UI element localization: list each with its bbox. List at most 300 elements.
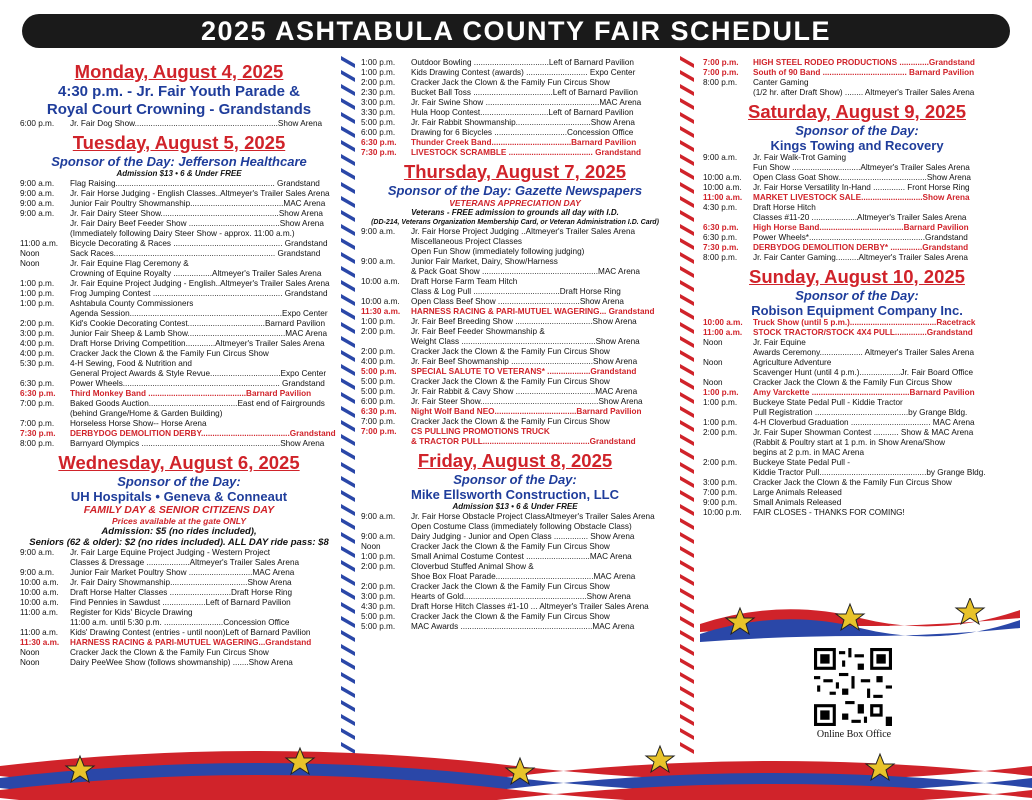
event-time: 3:30 p.m. <box>361 108 396 117</box>
schedule-row <box>703 193 1011 203</box>
event-time: 8:00 p.m. <box>703 78 738 87</box>
schedule-row <box>703 478 1011 488</box>
schedule-row <box>20 289 338 299</box>
schedule-row <box>20 349 338 359</box>
event-description: & Pack Goat Show ...................................................MAC Arena <box>411 267 640 276</box>
price-note: VETERANS APPRECIATION DAY <box>449 198 581 208</box>
special-day-label: FAMILY DAY & SENIOR CITIZENS DAY <box>83 504 275 516</box>
schedule-row <box>703 348 1011 358</box>
event-description: Agriculture Adventure <box>753 358 832 367</box>
schedule-row <box>361 327 669 337</box>
event-description: Junior Fair Market, Dairy, Show/Harness <box>411 257 558 266</box>
schedule-row <box>703 78 1011 88</box>
event-description: FAIR CLOSES - THANKS FOR COMING! <box>753 508 905 517</box>
schedule-row <box>20 369 338 379</box>
schedule-row <box>361 78 669 88</box>
event-description: Baked Goods Auction.......................................East end of Fairgrounds <box>70 399 325 408</box>
event-time: 7:00 p.m. <box>703 68 739 77</box>
event-description: Cracker Jack the Clown & the Family Fun Circus Show <box>753 378 952 387</box>
schedule-row <box>20 259 338 269</box>
event-time: 4:30 p.m. <box>703 203 738 212</box>
star-icon <box>956 598 984 624</box>
event-description: Kids Drawing Contest (awards) ........................... Expo Center <box>411 68 636 77</box>
event-description: Class & Log Pull ......................................Draft Horse Ring <box>411 287 621 296</box>
event-description: Thunder Creek Band...................................Barnard Pavilion <box>411 138 637 147</box>
schedule-row <box>361 407 669 417</box>
event-description: & TRACTOR PULL...............................................Grandstand <box>411 437 636 446</box>
schedule-row <box>703 153 1011 163</box>
event-description: Cracker Jack the Clown & the Family Fun Circus Show <box>411 582 610 591</box>
event-description: Draft Horse Halter Classes ...........................Draft Horse Ring <box>70 588 293 597</box>
event-description: Cloverbud Stuffed Animal Show & <box>411 562 534 571</box>
event-description: Open Class Beef Show ....................................Show Arena <box>411 297 624 306</box>
schedule-row <box>361 118 669 128</box>
event-description: Bucket Ball Toss ...................................Left of Barnard Pavilion <box>411 88 638 97</box>
day-heading: Wednesday, August 6, 2025 <box>58 452 300 473</box>
event-description: 4-H Cloverbud Graduation ................................... MAC Arena <box>753 418 975 427</box>
event-description: Junior Fair Market Poultry Show ............................MAC Arena <box>70 568 295 577</box>
event-description: Draft Horse Farm Team Hitch <box>411 277 518 286</box>
event-description: Kid's Cookie Decorating Contest..................................Barnard Pavilion <box>70 319 326 328</box>
event-time: 9:00 a.m. <box>361 532 396 541</box>
schedule-row <box>703 468 1011 478</box>
event-time: 6:30 p.m. <box>20 389 56 398</box>
event-description: HARNESS RACING & PARI-MUTUEL WAGERING...Grandstand <box>70 638 312 647</box>
schedule-row <box>20 199 338 209</box>
admission-note: Seniors (62 & older): $2 (no rides included). ALL DAY ride pass: $8 <box>29 537 329 548</box>
event-time: 10:00 a.m. <box>20 578 59 587</box>
event-description: Jr. Fair Beef Showmanship ....................................Show Arena <box>411 357 638 366</box>
schedule-row <box>20 409 338 419</box>
event-time: 6:30 p.m. <box>20 379 55 388</box>
schedule-row <box>361 592 669 602</box>
schedule-row <box>361 437 669 447</box>
schedule-row <box>20 558 338 568</box>
admission-note: Admission $13 • 6 & Under FREE <box>452 502 578 511</box>
event-description: Scavenger Hunt (until 4 p.m.)..................Jr. Fair Board Office <box>753 368 974 377</box>
event-description: Cracker Jack the Clown & the Family Fun Circus Show <box>70 648 269 657</box>
schedule-row <box>20 279 338 289</box>
schedule-row <box>20 568 338 578</box>
schedule-row <box>703 243 1011 253</box>
event-description: Power Wheels*...................................................Grandstand <box>753 233 968 242</box>
event-time: 1:00 p.m. <box>703 398 738 407</box>
event-time: 9:00 a.m. <box>20 179 55 188</box>
event-description: Bicycle Decorating & Races ................................................ Grandstand <box>70 239 328 248</box>
event-description: 4-H Sewing, Food & Nutrition and <box>70 359 192 368</box>
event-time: 7:00 p.m. <box>361 427 397 436</box>
schedule-row <box>20 389 338 399</box>
event-time: 9:00 a.m. <box>20 209 55 218</box>
event-time: 5:00 p.m. <box>361 367 397 376</box>
event-description: Classes #11-20 ....................Altmeyer's Trailer Sales Arena <box>753 213 967 222</box>
event-time: 3:00 p.m. <box>703 478 738 487</box>
schedule-row <box>361 68 669 78</box>
schedule-row <box>703 418 1011 428</box>
event-time: 6:30 p.m. <box>361 407 397 416</box>
event-description: Jr. Fair Equine <box>753 338 806 347</box>
schedule-row <box>20 399 338 409</box>
schedule-row <box>20 179 338 189</box>
schedule-row <box>20 588 338 598</box>
event-time: 10:00 a.m. <box>20 598 59 607</box>
event-description: Jr. Fair Dairy Steer Show....................................................Show Arena <box>70 209 323 218</box>
event-description: Jr. Fair Walk-Trot Gaming <box>753 153 847 162</box>
event-description: Pull Registration .........................................by Grange Bldg. <box>753 408 968 417</box>
event-description: Hearts of Gold......................................................Show Arena <box>411 592 631 601</box>
event-time: 4:30 p.m. <box>361 602 396 611</box>
event-description: Cracker Jack the Clown & the Family Fun Circus Show <box>411 78 610 87</box>
schedule-row <box>361 138 669 148</box>
schedule-row <box>703 508 1011 518</box>
schedule-row <box>20 359 338 369</box>
event-description: Jr. Fair Large Equine Project Judging - Western Project <box>70 548 271 557</box>
schedule-row <box>20 648 338 658</box>
event-highlight: 4:30 p.m. - Jr. Fair Youth Parade & <box>57 83 301 100</box>
event-time: 3:00 p.m. <box>20 329 55 338</box>
schedule-row <box>361 108 669 118</box>
schedule-row <box>361 88 669 98</box>
event-description: STOCK TRACTOR/STOCK 4X4 PULL..............Grandstand <box>753 328 973 337</box>
schedule-row <box>703 388 1011 398</box>
event-time: 10:00 a.m. <box>703 183 742 192</box>
event-time: 4:00 p.m. <box>361 357 396 366</box>
schedule-row <box>703 68 1011 78</box>
event-description: Jr. Fair Rabbit Showmanship.................................Show Arena <box>411 118 635 127</box>
event-description: Small Animals Released <box>753 498 842 507</box>
event-description: Jr. Fair Horse Obstacle Project ClassAltmeyer's Trailer Sales Arena <box>411 512 655 521</box>
event-description: Jr. Fair Beef Feeder Showmanship & <box>411 327 545 336</box>
schedule-row <box>361 357 669 367</box>
event-time: 6:30 p.m. <box>703 223 739 232</box>
event-description: DERBYDOG DEMOLITION DERBY* ..............Grandstand <box>753 243 969 252</box>
event-description: Cracker Jack the Clown & the Family Fun Circus Show <box>70 349 269 358</box>
schedule-row <box>703 398 1011 408</box>
event-time: Noon <box>361 542 381 551</box>
schedule-row <box>703 458 1011 468</box>
schedule-row <box>20 429 338 439</box>
event-description: Sack Races....................................................................... Grandstand <box>70 249 321 258</box>
admission-note: Admission $13 • 6 & Under FREE <box>116 169 242 178</box>
event-time: 2:00 p.m. <box>361 327 396 336</box>
event-description: (1/2 hr. after Draft Show) ........ Altmeyer's Trailer Sales Arena <box>753 88 975 97</box>
sponsor-label: Sponsor of the Day: <box>795 123 919 138</box>
event-description: Open Class Goat Show.......................................Show Arena <box>753 173 971 182</box>
schedule-row <box>703 408 1011 418</box>
schedule-row <box>361 237 669 247</box>
schedule-row <box>361 347 669 357</box>
event-time: 9:00 a.m. <box>20 568 55 577</box>
event-description: (Immediately following Dairy Steer Show - approx. 11:00 a.m.) <box>70 229 295 238</box>
event-time: 9:00 a.m. <box>20 199 55 208</box>
schedule-column-2 <box>361 58 669 632</box>
event-description: General Project Awards & Style Revue...............................Expo Center <box>70 369 327 378</box>
schedule-row <box>20 119 338 129</box>
event-description: Draft Horse Driving Competition.............Altmeyer's Trailer Sales Arena <box>70 339 325 348</box>
event-description: (behind Grange/Home & Garden Building) <box>70 409 223 418</box>
event-time: 8:00 p.m. <box>20 439 55 448</box>
schedule-row <box>703 88 1011 98</box>
schedule-row <box>703 358 1011 368</box>
schedule-row <box>361 397 669 407</box>
event-time: 7:30 p.m. <box>361 148 397 157</box>
event-time: 2:00 p.m. <box>20 319 55 328</box>
schedule-row <box>361 532 669 542</box>
event-time: 9:00 a.m. <box>361 227 396 236</box>
schedule-row <box>361 562 669 572</box>
sponsor-name: Mike Ellsworth Construction, LLC <box>410 487 619 502</box>
schedule-row <box>703 203 1011 213</box>
event-description: MARKET LIVESTOCK SALE...........................Show Arena <box>753 193 970 202</box>
event-description: MAC Awards ..........................................................MAC Arena <box>411 622 635 631</box>
schedule-row <box>361 367 669 377</box>
event-description: Draft Horse Hitch <box>753 203 816 212</box>
event-description: Fun Show ..............................Altmeyer's Trailer Sales Arena <box>753 163 970 172</box>
schedule-row <box>20 299 338 309</box>
event-time: 7:30 p.m. <box>703 243 739 252</box>
event-time: Noon <box>703 338 723 347</box>
schedule-row <box>703 438 1011 448</box>
event-time: 11:00 a.m. <box>703 328 743 337</box>
schedule-row <box>361 377 669 387</box>
event-time: 11:30 a.m. <box>361 307 401 316</box>
event-description: Jr. Fair Swine Show ..................................................MAC Arena <box>411 98 642 107</box>
event-description: Jr. Fair Rabbit & Cavy Show ...................................MAC Arena <box>411 387 638 396</box>
schedule-row <box>20 229 338 239</box>
flag-ribbon-right <box>700 598 1020 646</box>
event-time: 5:30 p.m. <box>20 359 55 368</box>
sponsor-label: Sponsor of the Day: <box>453 472 577 487</box>
day-heading: Friday, August 8, 2025 <box>417 450 613 471</box>
schedule-row <box>361 552 669 562</box>
schedule-row <box>361 522 669 532</box>
event-time: Noon <box>703 358 723 367</box>
schedule-row <box>20 618 338 628</box>
event-time: 11:00 a.m. <box>20 239 59 248</box>
event-time: 3:00 p.m. <box>361 592 396 601</box>
qr-code[interactable] <box>814 648 892 726</box>
event-description: Register for Kids' Bicycle Drawing <box>70 608 193 617</box>
event-description: Night Wolf Band NEO....................................Barnard Pavilion <box>411 407 642 416</box>
schedule-column-3 <box>703 58 1011 518</box>
event-time: 10:00 a.m. <box>361 277 400 286</box>
schedule-row <box>703 328 1011 338</box>
schedule-row <box>361 542 669 552</box>
event-time: 8:00 p.m. <box>703 253 738 262</box>
event-time: 2:00 p.m. <box>361 78 396 87</box>
schedule-row <box>703 428 1011 438</box>
event-description: Jr. Fair Dairy Beef Feeder Show ........................................Show Arena <box>70 219 324 228</box>
event-description: Truck Show (until 5 p.m.)......................................Racetrack <box>753 318 976 327</box>
schedule-row <box>20 598 338 608</box>
schedule-row <box>361 128 669 138</box>
event-description: Jr. Fair Equine Flag Ceremony & <box>70 259 189 268</box>
sponsor-label: Sponsor of the Day: Gazette Newspapers <box>387 183 643 198</box>
sponsor-label: Sponsor of the Day: <box>795 288 919 303</box>
day-heading: Thursday, August 7, 2025 <box>403 161 627 182</box>
event-time: 10:00 p.m. <box>703 508 742 517</box>
event-time: Noon <box>20 259 40 268</box>
flag-ribbon-bottom <box>0 736 1032 800</box>
schedule-row <box>20 219 338 229</box>
schedule-row <box>703 163 1011 173</box>
schedule-column-1 <box>20 58 338 668</box>
event-time: 7:00 p.m. <box>361 417 396 426</box>
event-time: Noon <box>703 378 723 387</box>
event-time: 3:00 p.m. <box>361 98 396 107</box>
schedule-row <box>20 329 338 339</box>
event-time: 1:00 p.m. <box>361 58 396 67</box>
schedule-row <box>703 378 1011 388</box>
schedule-row <box>20 189 338 199</box>
schedule-row <box>361 257 669 267</box>
event-description: Kids' Drawing Contest (entries - until noon)Left of Barnard Pavilion <box>70 628 311 637</box>
schedule-row <box>20 419 338 429</box>
event-description: Amy Varckette ...........................................Barnard Pavilion <box>753 388 975 397</box>
schedule-row <box>703 58 1011 68</box>
event-time: 7:00 p.m. <box>20 419 55 428</box>
schedule-row <box>20 638 338 648</box>
event-time: 4:00 p.m. <box>20 339 55 348</box>
day-heading: Sunday, August 10, 2025 <box>749 266 965 287</box>
schedule-row <box>20 628 338 638</box>
event-time: 9:00 a.m. <box>361 257 396 266</box>
schedule-row <box>361 277 669 287</box>
event-description: Jr. Fair Horse Judging - English Classes..Altmeyer's Trailer Sales Arena <box>70 189 330 198</box>
event-time: 6:00 p.m. <box>20 119 55 128</box>
event-time: 4:00 p.m. <box>20 349 55 358</box>
schedule-row <box>20 239 338 249</box>
event-description: Jr. Fair Dog Show...............................................................Show Arena <box>70 119 323 128</box>
event-description: Cracker Jack the Clown & the Family Fun Circus Show <box>411 542 610 551</box>
sponsor-name: Kings Towing and Recovery <box>770 138 944 153</box>
schedule-row <box>361 307 669 317</box>
schedule-row <box>361 337 669 347</box>
schedule-row <box>703 318 1011 328</box>
event-description: HARNESS RACING & PARI-MUTUEL WAGERING... Grandstand <box>411 307 655 316</box>
event-description: Jr. Fair Steer Show....................................................Show Arena <box>411 397 643 406</box>
event-description: Hula Hoop Contest..............................Left of Barnard Pavilion <box>411 108 634 117</box>
schedule-row <box>361 227 669 237</box>
event-time: 2:30 p.m. <box>361 88 396 97</box>
event-time: 10:00 a.m. <box>361 297 400 306</box>
event-highlight: Royal Court Crowning - Grandstands <box>46 101 312 118</box>
schedule-row <box>703 338 1011 348</box>
event-time: 1:00 p.m. <box>20 279 55 288</box>
event-time: 5:00 p.m. <box>361 612 396 621</box>
schedule-row <box>361 98 669 108</box>
event-description: Outdoor Bowling .................................Left of Barnard Pavilion <box>411 58 634 67</box>
event-time: 10:00 a.m. <box>703 318 743 327</box>
event-time: 9:00 p.m. <box>703 498 738 507</box>
event-time: 11:30 a.m. <box>20 638 60 647</box>
schedule-row <box>703 488 1011 498</box>
schedule-row <box>361 612 669 622</box>
schedule-row <box>361 387 669 397</box>
event-description: Third Monkey Band ...........................................Barnard Pavilion <box>70 389 312 398</box>
schedule-row <box>703 173 1011 183</box>
event-time: 6:30 p.m. <box>703 233 738 242</box>
event-time: 7:00 p.m. <box>703 488 738 497</box>
ribbon-divider-left <box>341 54 355 754</box>
event-description: Flag Raising...................................................................... Grandstand <box>70 179 320 188</box>
schedule-row <box>361 58 669 68</box>
event-description: (Rabbit & Poultry start at 1 p.m. in Show Arena/Show <box>753 438 946 447</box>
schedule-row <box>361 622 669 632</box>
event-description: Barnyard Olympics .............................................................Show Arena <box>70 439 325 448</box>
schedule-row <box>20 209 338 219</box>
event-description: Classes & Dressage ...................Altmeyer's Trailer Sales Arena <box>70 558 300 567</box>
schedule-row <box>20 339 338 349</box>
event-time: 11:00 a.m. <box>703 193 743 202</box>
event-description: Dairy PeeWee Show (follows showmanship) .......Show Arena <box>70 658 293 667</box>
event-time: 2:00 p.m. <box>361 562 396 571</box>
schedule-row <box>361 417 669 427</box>
event-description: Cracker Jack the Clown & the Family Fun Circus Show <box>411 377 610 386</box>
schedule-row <box>361 602 669 612</box>
event-description: CS PULLING PROMOTIONS TRUCK <box>411 427 550 436</box>
event-description: Small Animal Costume Contest ............................MAC Arena <box>411 552 632 561</box>
event-description: Agenda Session...................................................................Expo Center <box>70 309 328 318</box>
event-time: 9:00 a.m. <box>703 153 738 162</box>
admission-note: Veterans - FREE admission to grounds all day with I.D. <box>411 208 619 217</box>
event-description: Frog Jumping Contest ......................................................... Grandstand <box>70 289 328 298</box>
event-time: 6:30 p.m. <box>361 138 397 147</box>
event-description: HIGH STEEL RODEO PRODUCTIONS .............Grandstand <box>753 58 975 67</box>
schedule-row <box>361 427 669 437</box>
event-description: Horseless Horse Show-- Horse Arena <box>70 419 207 428</box>
event-time: 7:30 p.m. <box>20 429 56 438</box>
schedule-row <box>20 269 338 279</box>
event-description: Kiddie Tractor Pull...............................................by Grange Bldg. <box>753 468 986 477</box>
sponsor-name: UH Hospitals • Geneva & Conneaut <box>70 489 288 504</box>
event-time: 1:00 p.m. <box>361 317 396 326</box>
event-time: 7:00 p.m. <box>20 399 55 408</box>
event-description: Weight Class ...........................................................Show Arena <box>411 337 640 346</box>
event-description: Cracker Jack the Clown & the Family Fun Circus Show <box>411 347 610 356</box>
event-description: Buckeye State Pedal Pull - Kiddie Tractor <box>753 398 903 407</box>
event-time: 1:00 p.m. <box>361 552 396 561</box>
ribbon-divider-right <box>680 54 694 754</box>
event-description: Jr. Fair Horse Project Judging ..Altmeyer's Trailer Sales Arena <box>411 227 636 236</box>
event-description: Cracker Jack the Clown & the Family Fun Circus Show <box>411 612 610 621</box>
event-time: 9:00 a.m. <box>361 512 396 521</box>
event-description: Canter Gaming <box>753 78 809 87</box>
event-description: Ashtabula County Commissioners <box>70 299 194 308</box>
event-description: Jr. Fair Canter Gaming..........Altmeyer's Trailer Sales Arena <box>753 253 968 262</box>
event-description: Open Fun Show (immediately following judging) <box>411 247 585 256</box>
event-description: Jr. Fair Beef Breeding Show ..................................Show Arena <box>411 317 637 326</box>
event-time: 1:00 p.m. <box>703 418 738 427</box>
event-time: 10:00 a.m. <box>703 173 742 182</box>
event-description: Miscellaneous Project Classes <box>411 237 523 246</box>
price-note: Prices available at the gate ONLY <box>111 516 246 526</box>
event-description: begins at 2 p.m. in MAC Arena <box>753 448 865 457</box>
schedule-row <box>361 297 669 307</box>
veterans-note: (DD-214, Veterans Organization Membership Card, or Veteran Administration I.D. Card) <box>371 219 659 226</box>
schedule-row <box>361 148 669 158</box>
schedule-row <box>20 658 338 668</box>
event-description: 11:00 a.m. until 5:30 p.m. ..........................Concession Office <box>70 618 290 627</box>
sponsor-name: Robison Equipment Company Inc. <box>751 303 963 318</box>
schedule-row <box>361 267 669 277</box>
day-heading: Saturday, August 9, 2025 <box>748 101 966 122</box>
schedule-row <box>361 287 669 297</box>
event-description: Junior Fair Sheep & Lamb Show...........................................MAC Arena <box>70 329 328 338</box>
event-time: 2:00 p.m. <box>361 582 396 591</box>
event-time: 5:00 p.m. <box>361 377 396 386</box>
event-description: Buckeye State Pedal Pull - <box>753 458 850 467</box>
